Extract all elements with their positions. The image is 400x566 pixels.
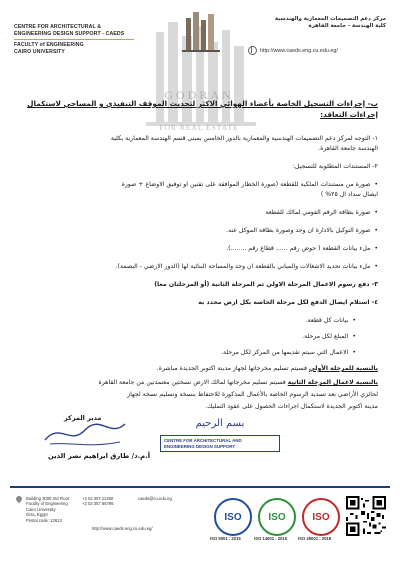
footer-phone-2[interactable]: +2 02 357 66796 <box>82 501 114 507</box>
doc-bullet-2-text: صورة بطاقة الرقم القومي لمالك للقطعة <box>265 209 371 216</box>
receipt-bullet-3-text: الاعمال التي سيتم تقديمها من المركز لكل مرحلة. <box>221 349 349 356</box>
footer-web[interactable]: http://www.caeds.eng.cu.edu.eg/ <box>92 526 153 531</box>
stamp-en-line-2: ENGINEERING DESIGN SUPPORT <box>164 443 236 449</box>
doc-bullet-2 <box>22 208 378 217</box>
footer-phones <box>82 496 114 507</box>
watermark-brand-sub: FOR REAL ESTATE <box>159 123 239 132</box>
iso-9001-caption: ISO 9001 : 2015 <box>210 536 241 541</box>
header-en-line-1: CENTRE FOR ARCHITECTURAL & <box>14 24 102 30</box>
stamp-box <box>160 435 280 452</box>
phase-2-text: فسيتم تسليم مخرجاتها لمالك الارض نسختين معتمدتين من جامعة القاهرة <box>98 379 288 386</box>
receipt-bullet-1 <box>56 316 356 325</box>
phase-1-text: فسيتم تسليم مخرجاتها لجهاز مدينة اكتوبر الجديدة مباشرة. <box>156 365 309 372</box>
footer-address-1: Building 3000 3rd Floor <box>26 496 70 501</box>
section-title: ب- إجراءات التسجيل الخاصة بأعضاء الهوائي الاكثر لتحديث الموقف التنفيذي و المساحي لاستكمال إجراءات التعاقد: <box>27 99 378 119</box>
phase-1-note <box>22 364 378 373</box>
footer-address-3: Cairo University <box>26 506 56 512</box>
doc-bullet-3 <box>22 226 378 235</box>
doc-bullet-5 <box>22 262 378 271</box>
doc-bullet-4 <box>22 244 378 253</box>
phase-2-note-line-2: لحائزي الأراضي بعد تسديد الرسوم الخاصة بالأعمال المذكورة للاحتفاظ بنسخة وتسليم نسخة لجهاز <box>127 391 378 398</box>
header-website-url[interactable]: http://www.caeds.eng.cu.edu.eg/ <box>260 47 338 54</box>
doc-bullet-4-text: ملء بيانات القطعة ( حوض رقم ...... قطاع رقم ........). <box>226 245 371 252</box>
director-title: مدير المركز <box>64 414 102 422</box>
header-website[interactable] <box>248 46 338 55</box>
receipt-bullet-3 <box>56 348 356 357</box>
receipt-bullet-2-text: المبلغ لكل مرحلة. <box>302 333 349 340</box>
phase-2-note-line-1 <box>22 378 378 387</box>
footer-phone-1[interactable]: +2 02 357 11360 <box>82 496 114 501</box>
iso-14001-caption: ISO 14001 : 2015 <box>254 536 288 541</box>
step-1-line-2: الهندسة جامعة القاهرة. <box>318 145 378 152</box>
header-ar-line-2: كلية الهندسة - جامعة القاهرة <box>308 23 386 29</box>
qr-code[interactable] <box>346 496 386 536</box>
phase-2-note-line-3: مدينة اكتوبر الجديدة لاستكمال اجراءات الحصول على عقود التمليك. <box>205 403 378 410</box>
header-divider <box>14 39 134 40</box>
location-pin-icon <box>15 495 23 503</box>
header-arabic-block <box>256 16 386 30</box>
doc-bullet-1-line-1 <box>22 180 378 189</box>
phase-2-label: بالنسبة لاعمال المرحلة الثانية <box>287 379 378 386</box>
doc-bullet-1-line-2: ايصال سداد ال ٢٥% ) <box>320 191 378 198</box>
receipt-bullet-1-text: بيانات كل قطعة. <box>305 317 349 324</box>
stamp-arabic: بسم الرحيم <box>195 418 245 429</box>
header-en-line-2: ENGINEERING DESIGN SUPPORT - CAEDS <box>14 30 125 37</box>
footer-address-5: Postal code: 12613 <box>26 517 62 523</box>
step-1-line-1: ١- التوجه لمركز دعم التصميمات الهندسية والمعمارية بالدور الخامس بمبنى قسم الهندسة المعمارية بكلية <box>110 135 378 142</box>
doc-bullet-5-text: ملء بيانات تحديد الاشغالات والمباني بالقطعة ان وجد والمساحة البنائية لها (الدور الارضي - البصمة). <box>115 263 371 270</box>
phase-1-label: بالنسبة للمرحلة الأولي <box>308 365 378 372</box>
header-en-line-3: FACULTY of ENGINEERING <box>14 42 84 49</box>
step-2-heading: ٢- المستندات المطلوبة للتسجيل: <box>292 163 378 170</box>
doc-bullet-1-text: صورة من مستندات الملكية للقطعة (صورة الخطار الموافقة على تقنين او توفيق الاوضاع + صورة <box>121 181 371 188</box>
footer-address-lines <box>26 496 69 523</box>
watermark-brand-name: GODRAN <box>164 88 234 102</box>
caeds-logo <box>176 8 226 54</box>
footer-address <box>16 496 69 523</box>
header-english-block <box>14 24 174 55</box>
footer-email[interactable]: caeds@cu.edu.eg <box>138 496 172 501</box>
header-ar-line-1: مركز دعم التصميمات المعمارية والهندسية <box>274 16 386 22</box>
header-en-line-4: CAIRO UNIVERSITY <box>14 48 65 55</box>
iso-45001-caption: ISO 45001 : 2018 <box>298 536 332 541</box>
step-3: ٣- دفع رسوم الاعمال المرحلة الاولي ثم المرحلة الثانية (أو المرحلتان معا) <box>154 281 378 288</box>
footer-address-4: Giza, Egypt <box>26 512 48 518</box>
footer-address-2: Faculty of Engineering <box>26 501 68 507</box>
receipt-bullet-2 <box>56 332 356 341</box>
step-4: ٤- استلام ايصال الدفع لكل مرحلة الخاصة بكل ارض محدد به <box>198 299 378 306</box>
iso-14001-badge: ISO <box>258 498 296 536</box>
iso-9001-badge: ISO <box>214 498 252 536</box>
doc-bullet-3-text: صورة التوكيل بالادارة ان وجد وصورة بطاقة الموكل عنه. <box>226 227 371 234</box>
iso-45001-badge: ISO <box>302 498 340 536</box>
footer-divider <box>10 486 390 488</box>
handwritten-signature <box>40 412 130 452</box>
stamp-en-line-1: CENTRE FOR ARCHITECTURAL AND <box>164 438 242 443</box>
director-name: أ.م.د/ طارق ابراهيم نصر الدين <box>48 452 151 460</box>
globe-icon <box>248 46 257 55</box>
center-stamp <box>160 418 280 478</box>
